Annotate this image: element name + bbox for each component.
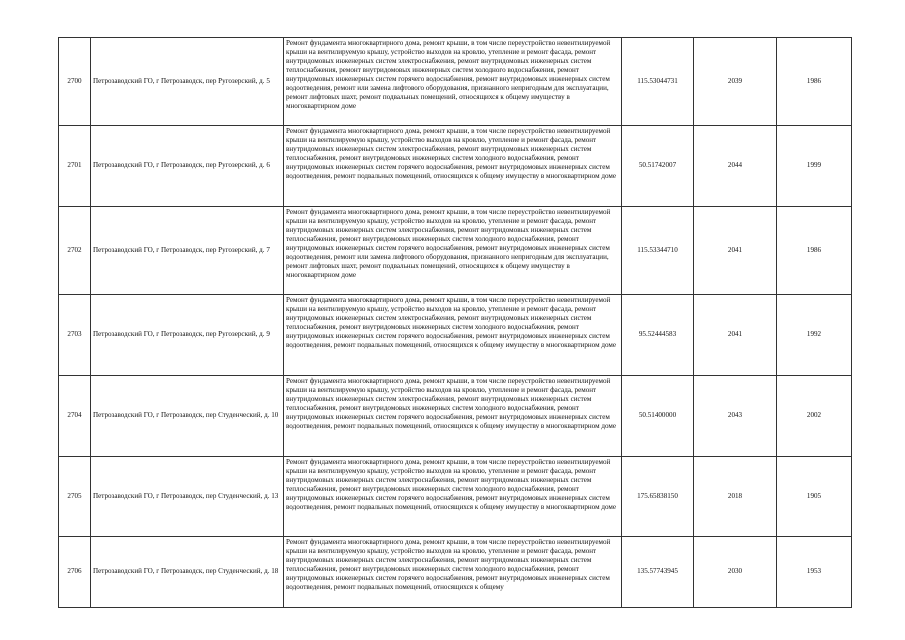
value-cell: 115.53044731 [622,38,694,126]
table-row [59,376,852,457]
address-cell: Петрозаводский ГО, г Петрозаводск, пер Ругозерский, д. 7 [91,207,284,295]
description-text: Ремонт фундамента многоквартирного дома, ремонт крыши, в том числе переустройство невентилируемой крыши на вентилируемую крышу, устройство выходов на кровлю, утепление и ремонт фасада, ремонт внутридомовых инженерных систем электроснабжения, ремонт внутридомовых инженерных систем теплоснабжения, ремонт внутридомовых инженерных систем холодного водоснабжения, ремонт внутридомовых инженерных систем горячего водоснабжения, ремонт внутридомовых инженерных систем водоотведения, ремонт или замена лифтового оборудования, признанного непригодным для эксплуатации, ремонт лифтовых шахт, ремонт подвальных помещений, относящихся к общему имуществу в многоквартирном доме [286,208,611,280]
description-text: Ремонт фундамента многоквартирного дома, ремонт крыши, в том числе переустройство невентилируемой крыши на вентилируемую крышу, устройство выходов на кровлю, утепление и ремонт фасада, ремонт внутридомовых инженерных систем электроснабжения, ремонт внутридомовых инженерных систем теплоснабжения, ремонт внутридомовых инженерных систем холодного водоснабжения, ремонт внутридомовых инженерных систем горячего водоснабжения, ремонт внутридомовых инженерных систем водоотведения, ремонт подвальных помещений, относящихся к общему имуществу в многоквартирном доме [286,296,617,350]
description-cell [284,457,622,537]
plan-year-cell: 2030 [694,537,777,608]
table-row [59,38,852,126]
plan-year-cell: 2041 [694,295,777,376]
description-cell [284,295,622,376]
plan-year-cell: 2043 [694,376,777,457]
row-number: 2700 [59,38,91,126]
built-year-cell: 2002 [777,376,852,457]
table-row [59,457,852,537]
value-cell: 135.57743945 [622,537,694,608]
address-cell: Петрозаводский ГО, г Петрозаводск, пер Ругозерский, д. 6 [91,126,284,207]
description-cell [284,207,622,295]
table-row [59,295,852,376]
address-cell: Петрозаводский ГО, г Петрозаводск, пер Студенческий, д. 13 [91,457,284,537]
table-row [59,126,852,207]
plan-year-cell: 2039 [694,38,777,126]
value-cell: 175.65838150 [622,457,694,537]
address-cell: Петрозаводский ГО, г Петрозаводск, пер Студенческий, д. 18 [91,537,284,608]
address-cell: Петрозаводский ГО, г Петрозаводск, пер Ругозерский, д. 9 [91,295,284,376]
plan-year-cell: 2018 [694,457,777,537]
repair-program-table [58,37,852,608]
row-number: 2703 [59,295,91,376]
built-year-cell: 1992 [777,295,852,376]
built-year-cell: 1986 [777,207,852,295]
built-year-cell: 1999 [777,126,852,207]
row-number: 2706 [59,537,91,608]
built-year-cell: 1953 [777,537,852,608]
description-cell [284,126,622,207]
table-row [59,207,852,295]
description-text: Ремонт фундамента многоквартирного дома, ремонт крыши, в том числе переустройство невентилируемой крыши на вентилируемую крышу, устройство выходов на кровлю, утепление и ремонт фасада, ремонт внутридомовых инженерных систем электроснабжения, ремонт внутридомовых инженерных систем теплоснабжения, ремонт внутридомовых инженерных систем холодного водоснабжения, ремонт внутридомовых инженерных систем горячего водоснабжения, ремонт внутридомовых инженерных систем водоотведения, ремонт подвальных помещений, относящихся к общему имуществу в многоквартирном доме [286,127,617,181]
description-cell [284,537,622,608]
row-number: 2701 [59,126,91,207]
description-text: Ремонт фундамента многоквартирного дома, ремонт крыши, в том числе переустройство невентилируемой крыши на вентилируемую крышу, устройство выходов на кровлю, утепление и ремонт фасада, ремонт внутридомовых инженерных систем электроснабжения, ремонт внутридомовых инженерных систем теплоснабжения, ремонт внутридомовых инженерных систем холодного водоснабжения, ремонт внутридомовых инженерных систем горячего водоснабжения, ремонт внутридомовых инженерных систем водоотведения, ремонт подвальных помещений, относящихся к общему имуществу в многоквартирном доме [286,377,617,431]
description-text: Ремонт фундамента многоквартирного дома, ремонт крыши, в том числе переустройство невентилируемой крыши на вентилируемую крышу, устройство выходов на кровлю, утепление и ремонт фасада, ремонт внутридомовых инженерных систем электроснабжения, ремонт внутридомовых инженерных систем теплоснабжения, ремонт внутридомовых инженерных систем холодного водоснабжения, ремонт внутридомовых инженерных систем горячего водоснабжения, ремонт внутридомовых инженерных систем водоотведения, ремонт подвальных помещений, относящихся к общему имуществу в многоквартирном доме [286,458,617,512]
description-text: Ремонт фундамента многоквартирного дома, ремонт крыши, в том числе переустройство невентилируемой крыши на вентилируемую крышу, устройство выходов на кровлю, утепление и ремонт фасада, ремонт внутридомовых инженерных систем электроснабжения, ремонт внутридомовых инженерных систем теплоснабжения, ремонт внутридомовых инженерных систем холодного водоснабжения, ремонт внутридомовых инженерных систем горячего водоснабжения, ремонт внутридомовых инженерных систем водоотведения, ремонт подвальных помещений, относящихся к общему [286,538,611,592]
document-page [58,37,851,608]
value-cell: 50.51400000 [622,376,694,457]
built-year-cell: 1905 [777,457,852,537]
value-cell: 50.51742007 [622,126,694,207]
description-cell [284,376,622,457]
built-year-cell: 1986 [777,38,852,126]
table-row [59,537,852,608]
address-cell: Петрозаводский ГО, г Петрозаводск, пер Ругозерский, д. 5 [91,38,284,126]
value-cell: 115.53344710 [622,207,694,295]
row-number: 2704 [59,376,91,457]
description-text: Ремонт фундамента многоквартирного дома, ремонт крыши, в том числе переустройство невентилируемой крыши на вентилируемую крышу, устройство выходов на кровлю, утепление и ремонт фасада, ремонт внутридомовых инженерных систем электроснабжения, ремонт внутридомовых инженерных систем теплоснабжения, ремонт внутридомовых инженерных систем холодного водоснабжения, ремонт внутридомовых инженерных систем горячего водоснабжения, ремонт внутридомовых инженерных систем водоотведения, ремонт или замена лифтового оборудования, признанного непригодным для эксплуатации, ремонт лифтовых шахт, ремонт подвальных помещений, относящихся к общему имуществу в многоквартирном доме [286,39,611,111]
plan-year-cell: 2044 [694,126,777,207]
address-cell: Петрозаводский ГО, г Петрозаводск, пер Студенческий, д. 10 [91,376,284,457]
plan-year-cell: 2041 [694,207,777,295]
value-cell: 95.52444583 [622,295,694,376]
description-cell [284,38,622,126]
row-number: 2702 [59,207,91,295]
row-number: 2705 [59,457,91,537]
